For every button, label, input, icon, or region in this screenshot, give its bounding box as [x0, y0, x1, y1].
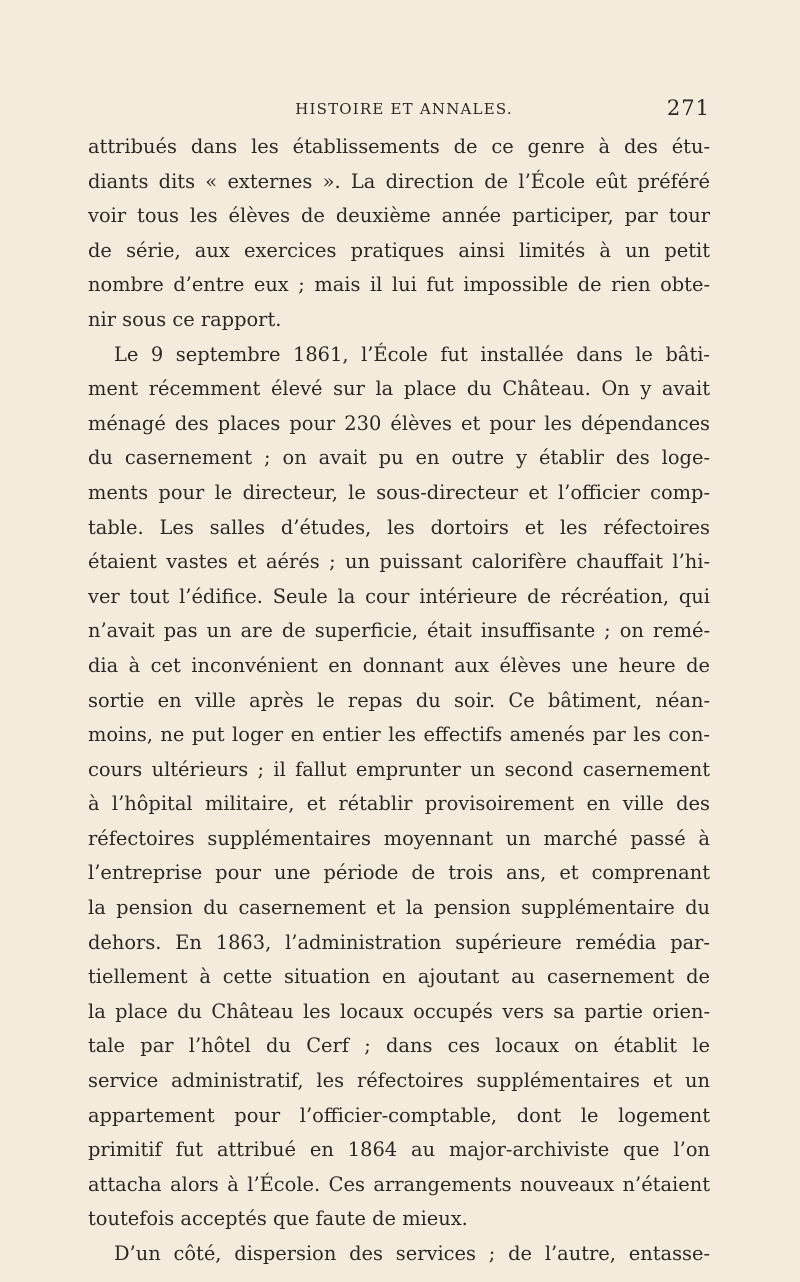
text-line: tiellement à cette situation en ajoutant au casernement de: [88, 965, 710, 989]
running-head: [88, 96, 710, 124]
text-line: Le 9 septembre 1861, l’École fut installée dans le bâti-: [114, 342, 710, 366]
body-text: [88, 130, 710, 1272]
text-line: dehors. En 1863, l’administration supérieure remédia par-: [88, 930, 710, 954]
running-title: HISTOIRE ET ANNALES.: [295, 100, 513, 118]
text-line: ment récemment élevé sur la place du Château. On y avait: [88, 377, 710, 401]
text-line: attacha alors à l’École. Ces arrangements nouveaux n’étaient: [88, 1172, 710, 1196]
text-line: n’avait pas un are de superficie, était insuffisante ; on remé-: [88, 619, 710, 643]
page-number: 271: [666, 96, 710, 120]
text-line: toutefois acceptés que faute de mieux.: [88, 1207, 468, 1231]
text-line: table. Les salles d’études, les dortoirs et les réfectoires: [88, 515, 710, 539]
text-line: primitif fut attribué en 1864 au major-archiviste que l’on: [88, 1138, 710, 1162]
text-line: l’entreprise pour une période de trois ans, et comprenant: [88, 861, 710, 885]
text-line: voir tous les élèves de deuxième année participer, par tour: [88, 204, 710, 228]
text-line: la place du Château les locaux occupés vers sa partie orien-: [88, 999, 710, 1023]
text-line: à l’hôpital militaire, et rétablir provisoirement en ville des: [88, 792, 710, 816]
text-line: ments pour le directeur, le sous-directeur et l’officier comp-: [88, 480, 710, 504]
text-line: attribués dans les établissements de ce genre à des étu-: [88, 135, 710, 158]
text-line: appartement pour l’officier-comptable, dont le logement: [88, 1103, 710, 1127]
text-line: diants dits « externes ». La direction de l’École eût préféré: [88, 169, 710, 193]
text-line: sortie en ville après le repas du soir. Ce bâtiment, néan-: [88, 688, 710, 712]
text-line: dia à cet inconvénient en donnant aux élèves une heure de: [88, 653, 710, 677]
text-line: étaient vastes et aérés ; un puissant calorifère chauffait l’hi-: [88, 550, 710, 574]
text-line: service administratif, les réfectoires supplémentaires et un: [88, 1069, 710, 1093]
text-line: moins, ne put loger en entier les effectifs amenés par les con-: [88, 723, 710, 747]
text-line: tale par l’hôtel du Cerf ; dans ces locaux on établit le: [88, 1034, 710, 1058]
text-line: ménagé des places pour 230 élèves et pour les dépendances: [88, 411, 710, 435]
text-line: nombre d’entre eux ; mais il lui fut impossible de rien obte-: [88, 273, 710, 297]
text-line: cours ultérieurs ; il fallut emprunter un second casernement: [88, 757, 710, 781]
text-line: nir sous ce rapport.: [88, 307, 282, 331]
text-line: du casernement ; on avait pu en outre y établir des loge-: [88, 446, 710, 470]
text-line: réfectoires supplémentaires moyennant un marché passé à: [88, 826, 710, 850]
text-line: la pension du casernement et la pension supplémentaire du: [88, 896, 710, 920]
text-line: ver tout l’édifice. Seule la cour intérieure de récréation, qui: [88, 584, 710, 608]
text-line: de série, aux exercices pratiques ainsi limités à un petit: [88, 238, 710, 262]
text-line: D’un côté, dispersion des services ; de l’autre, entasse-: [114, 1242, 710, 1265]
